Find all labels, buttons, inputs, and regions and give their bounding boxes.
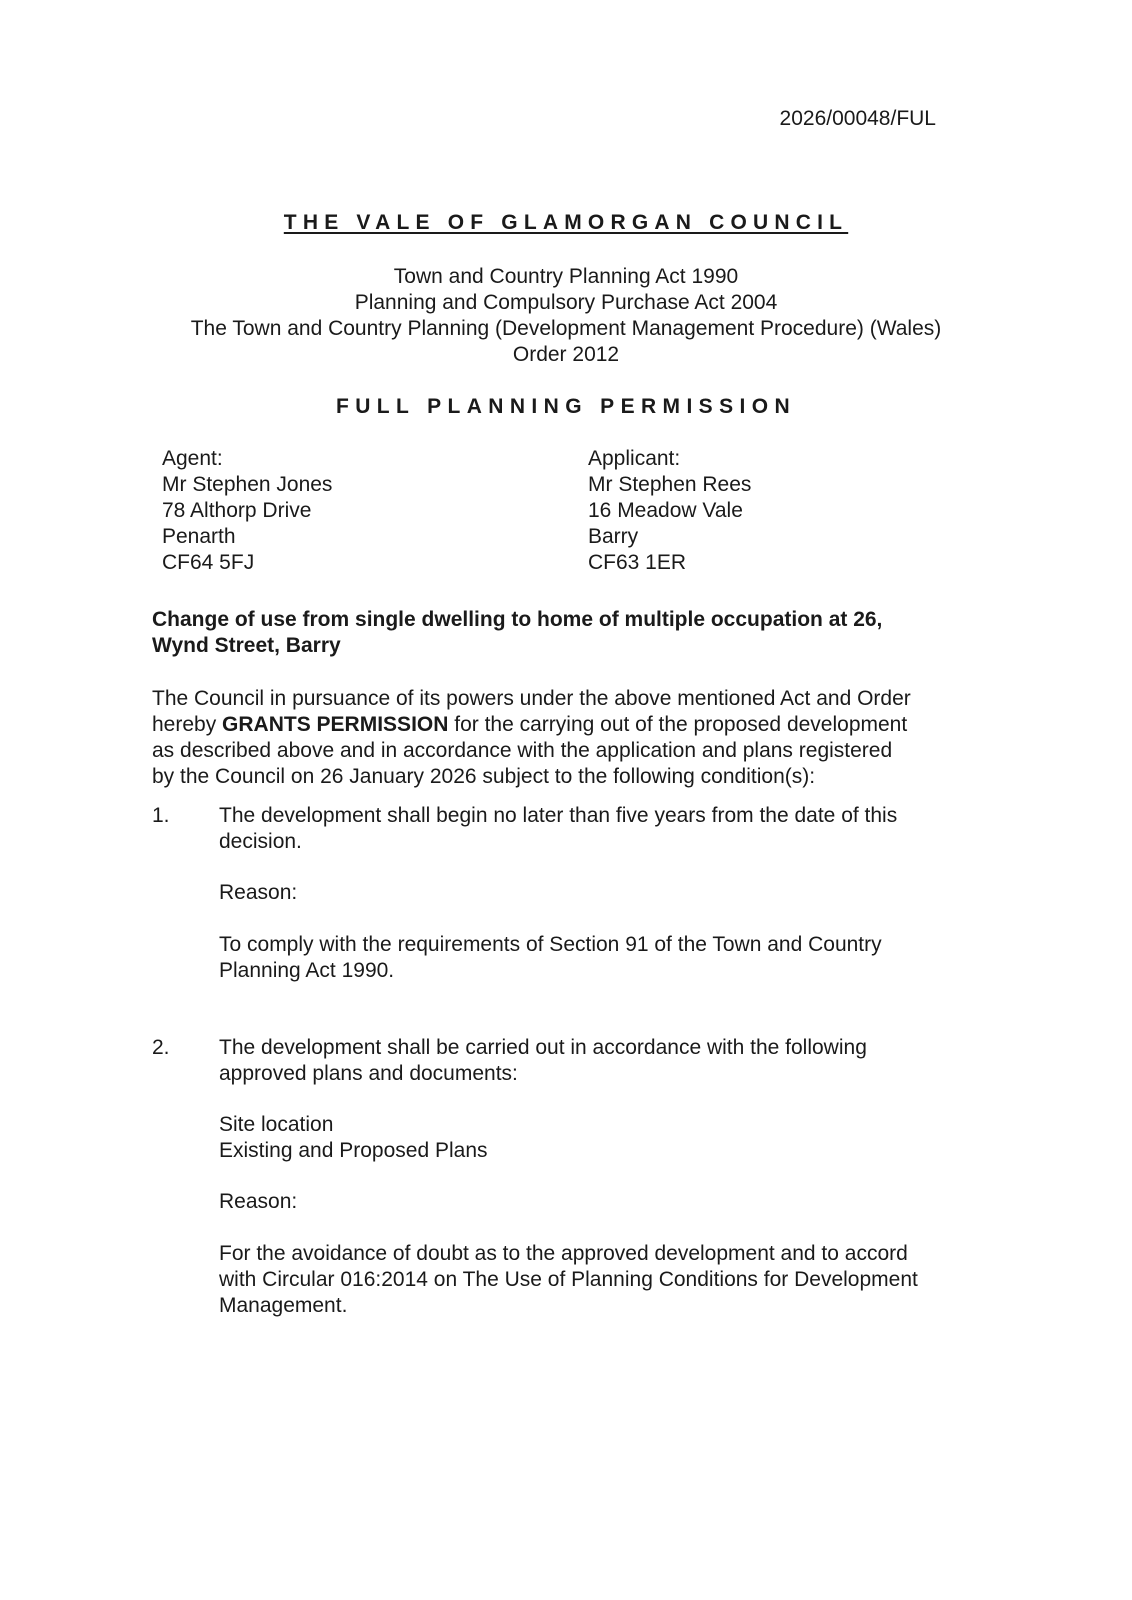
reason-line: To comply with the requirements of Section 91 of the Town and Country [219, 933, 882, 956]
applicant-label: Applicant: [588, 447, 681, 470]
decision-type-heading: FULL PLANNING PERMISSION [335, 395, 797, 418]
condition-number: 2. [152, 1036, 170, 1059]
approved-plan-item: Existing and Proposed Plans [219, 1139, 488, 1162]
condition-line: decision. [219, 830, 302, 853]
preamble-line: The Council in pursuance of its powers under the above mentioned Act and Order [152, 687, 911, 710]
applicant-town: Barry [588, 525, 639, 548]
proposal-line: Wynd Street, Barry [152, 634, 341, 657]
reason-line: Management. [219, 1294, 348, 1317]
condition-1-reason [219, 932, 999, 984]
legislation-line: Planning and Compulsory Purchase Act 2004 [354, 291, 778, 314]
condition-number: 1. [152, 804, 170, 827]
agent-town: Penarth [162, 525, 236, 548]
agent-postcode: CF64 5FJ [162, 551, 255, 574]
preamble-line [152, 712, 992, 738]
reason-line: For the avoidance of doubt as to the approved development and to accord [219, 1242, 908, 1265]
approved-plans-list [219, 1112, 999, 1164]
agent-address-line: 78 Althorp Drive [162, 499, 312, 522]
condition-1-text [219, 803, 999, 855]
condition-2-reason [219, 1241, 999, 1319]
proposal-line: Change of use from single dwelling to home of multiple occupation at 26, [152, 608, 883, 631]
decision-preamble [152, 686, 992, 790]
applicant-name: Mr Stephen Rees [588, 473, 752, 496]
approved-plan-item: Site location [219, 1113, 334, 1136]
condition-2-text [219, 1035, 999, 1087]
agent-name: Mr Stephen Jones [162, 473, 333, 496]
reason-line: Planning Act 1990. [219, 959, 395, 982]
applicant-postcode: CF63 1ER [588, 551, 687, 574]
grants-permission-text: GRANTS PERMISSION [222, 713, 449, 736]
council-name-heading: THE VALE OF GLAMORGAN COUNCIL [283, 211, 849, 234]
preamble-line: as described above and in accordance with the application and plans registered [152, 739, 893, 762]
proposal-description [152, 607, 992, 659]
preamble-text: for the carrying out of the proposed development [448, 713, 908, 736]
legislation-line: Order 2012 [512, 343, 620, 366]
applicant-address-line: 16 Meadow Vale [588, 499, 743, 522]
condition-line: The development shall begin no later than five years from the date of this [219, 804, 898, 827]
reason-line: with Circular 016:2014 on The Use of Planning Conditions for Development [219, 1268, 918, 1291]
legislation-list [0, 264, 1132, 368]
application-reference: 2026/00048/FUL [779, 107, 936, 130]
condition-1-reason-label: Reason: [219, 881, 298, 904]
legislation-line: Town and Country Planning Act 1990 [393, 265, 739, 288]
preamble-text: hereby [152, 713, 223, 736]
agent-label: Agent: [162, 447, 223, 470]
legislation-line: The Town and Country Planning (Development Management Procedure) (Wales) [190, 317, 942, 340]
condition-line: The development shall be carried out in accordance with the following [219, 1036, 867, 1059]
condition-2-reason-label: Reason: [219, 1190, 298, 1213]
preamble-line: by the Council on 26 January 2026 subject to the following condition(s): [152, 765, 816, 788]
agent-address-block [162, 446, 332, 576]
applicant-address-block [588, 446, 751, 576]
condition-line: approved plans and documents: [219, 1062, 518, 1085]
